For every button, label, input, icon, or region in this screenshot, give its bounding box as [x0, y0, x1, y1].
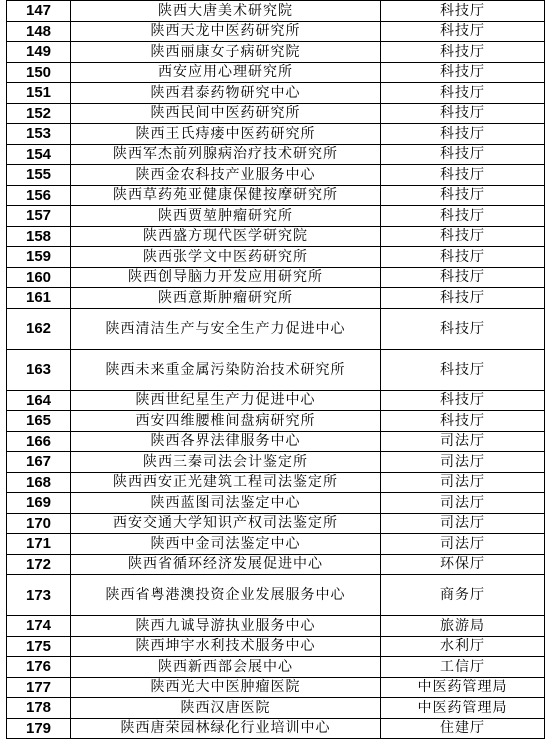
organization-name: 陕西中金司法鉴定中心: [71, 534, 381, 555]
row-number: 158: [7, 226, 71, 247]
organization-name: 陕西丽康女子病研究院: [71, 42, 381, 63]
table-row: [7, 226, 545, 247]
table-row: [7, 144, 545, 165]
table-row: [7, 575, 545, 616]
table-row: [7, 718, 545, 739]
row-number: 178: [7, 698, 71, 719]
supervising-department: 中医药管理局: [381, 698, 545, 719]
supervising-department: 科技厅: [381, 185, 545, 206]
supervising-department: 司法厅: [381, 534, 545, 555]
row-number: 179: [7, 718, 71, 739]
row-number: 168: [7, 472, 71, 493]
organization-name: 陕西唐荣园林绿化行业培训中心: [71, 718, 381, 739]
row-number: 169: [7, 493, 71, 514]
row-number: 172: [7, 554, 71, 575]
supervising-department: 科技厅: [381, 103, 545, 124]
organization-name: 陕西坤宇水利技术服务中心: [71, 636, 381, 657]
supervising-department: 科技厅: [381, 247, 545, 268]
supervising-department: 科技厅: [381, 1, 545, 22]
table-row: [7, 513, 545, 534]
organization-name: 陕西九诚导游执业服务中心: [71, 616, 381, 637]
table-row: [7, 431, 545, 452]
organization-name: 西安应用心理研究所: [71, 62, 381, 83]
table-row: [7, 21, 545, 42]
supervising-department: 环保厅: [381, 554, 545, 575]
supervising-department: 司法厅: [381, 513, 545, 534]
supervising-department: 司法厅: [381, 431, 545, 452]
table-row: [7, 83, 545, 104]
supervising-department: 科技厅: [381, 206, 545, 227]
supervising-department: 科技厅: [381, 226, 545, 247]
table-row: [7, 206, 545, 227]
organization-name: 陕西省循环经济发展促进中心: [71, 554, 381, 575]
table-row: [7, 247, 545, 268]
supervising-department: 司法厅: [381, 493, 545, 514]
row-number: 156: [7, 185, 71, 206]
organization-name: 陕西军杰前列腺病治疗技术研究所: [71, 144, 381, 165]
row-number: 170: [7, 513, 71, 534]
supervising-department: 科技厅: [381, 124, 545, 145]
supervising-department: 中医药管理局: [381, 677, 545, 698]
organization-name: 陕西汉唐医院: [71, 698, 381, 719]
supervising-department: 科技厅: [381, 83, 545, 104]
row-number: 166: [7, 431, 71, 452]
table-row: [7, 493, 545, 514]
organization-name: 陕西未来重金属污染防治技术研究所: [71, 349, 381, 390]
table-row: [7, 698, 545, 719]
table-body: [7, 1, 545, 739]
supervising-department: 住建厅: [381, 718, 545, 739]
organization-name: 陕西光大中医肿瘤医院: [71, 677, 381, 698]
table-row: [7, 657, 545, 678]
supervising-department: 工信厅: [381, 657, 545, 678]
table-row: [7, 288, 545, 309]
row-number: 149: [7, 42, 71, 63]
row-number: 154: [7, 144, 71, 165]
organization-name: 陕西世纪星生产力促进中心: [71, 390, 381, 411]
organization-name: 陕西省粤港澳投资企业发展服务中心: [71, 575, 381, 616]
row-number: 174: [7, 616, 71, 637]
organization-name: 陕西君泰药物研究中心: [71, 83, 381, 104]
table-row: [7, 42, 545, 63]
row-number: 162: [7, 308, 71, 349]
row-number: 148: [7, 21, 71, 42]
row-number: 175: [7, 636, 71, 657]
organization-name: 陕西天龙中医药研究所: [71, 21, 381, 42]
supervising-department: 科技厅: [381, 349, 545, 390]
table-row: [7, 103, 545, 124]
organization-name: 陕西贾堃肿瘤研究所: [71, 206, 381, 227]
row-number: 173: [7, 575, 71, 616]
table-row: [7, 308, 545, 349]
table-row: [7, 534, 545, 555]
organization-name: 陕西王氏痔瘘中医药研究所: [71, 124, 381, 145]
supervising-department: 科技厅: [381, 165, 545, 186]
table-row: [7, 472, 545, 493]
table-row: [7, 390, 545, 411]
organization-table: [6, 0, 545, 739]
supervising-department: 科技厅: [381, 411, 545, 432]
row-number: 153: [7, 124, 71, 145]
organization-name: 陕西意斯肿瘤研究所: [71, 288, 381, 309]
organization-name: 陕西西安正光建筑工程司法鉴定所: [71, 472, 381, 493]
row-number: 159: [7, 247, 71, 268]
row-number: 161: [7, 288, 71, 309]
supervising-department: 司法厅: [381, 472, 545, 493]
supervising-department: 商务厅: [381, 575, 545, 616]
table-row: [7, 165, 545, 186]
organization-name: 陕西盛方现代医学研究院: [71, 226, 381, 247]
supervising-department: 科技厅: [381, 144, 545, 165]
supervising-department: 科技厅: [381, 267, 545, 288]
supervising-department: 科技厅: [381, 390, 545, 411]
row-number: 163: [7, 349, 71, 390]
organization-name: 陕西新西部会展中心: [71, 657, 381, 678]
row-number: 150: [7, 62, 71, 83]
row-number: 171: [7, 534, 71, 555]
organization-name: 陕西大唐美术研究院: [71, 1, 381, 22]
row-number: 147: [7, 1, 71, 22]
row-number: 176: [7, 657, 71, 678]
supervising-department: 科技厅: [381, 21, 545, 42]
row-number: 167: [7, 452, 71, 473]
organization-name: 陕西清洁生产与安全生产力促进中心: [71, 308, 381, 349]
supervising-department: 司法厅: [381, 452, 545, 473]
row-number: 165: [7, 411, 71, 432]
organization-name: 西安四维腰椎间盘病研究所: [71, 411, 381, 432]
organization-name: 陕西金农科技产业服务中心: [71, 165, 381, 186]
table-row: [7, 1, 545, 22]
row-number: 157: [7, 206, 71, 227]
table-row: [7, 124, 545, 145]
organization-name: 陕西草药苑亚健康保健按摩研究所: [71, 185, 381, 206]
table-row: [7, 62, 545, 83]
table-row: [7, 267, 545, 288]
row-number: 160: [7, 267, 71, 288]
table-row: [7, 616, 545, 637]
table-row: [7, 411, 545, 432]
organization-name: 陕西蓝图司法鉴定中心: [71, 493, 381, 514]
organization-name: 西安交通大学知识产权司法鉴定所: [71, 513, 381, 534]
organization-name: 陕西张学文中医药研究所: [71, 247, 381, 268]
supervising-department: 旅游局: [381, 616, 545, 637]
row-number: 177: [7, 677, 71, 698]
organization-name: 陕西民间中医药研究所: [71, 103, 381, 124]
organization-name: 陕西各界法律服务中心: [71, 431, 381, 452]
organization-name: 陕西三秦司法会计鉴定所: [71, 452, 381, 473]
row-number: 152: [7, 103, 71, 124]
supervising-department: 科技厅: [381, 308, 545, 349]
row-number: 151: [7, 83, 71, 104]
row-number: 164: [7, 390, 71, 411]
table-row: [7, 452, 545, 473]
table-row: [7, 185, 545, 206]
supervising-department: 科技厅: [381, 288, 545, 309]
table-row: [7, 554, 545, 575]
organization-name: 陕西创导脑力开发应用研究所: [71, 267, 381, 288]
supervising-department: 科技厅: [381, 42, 545, 63]
supervising-department: 科技厅: [381, 62, 545, 83]
supervising-department: 水利厅: [381, 636, 545, 657]
table-row: [7, 677, 545, 698]
row-number: 155: [7, 165, 71, 186]
table-row: [7, 349, 545, 390]
table-row: [7, 636, 545, 657]
